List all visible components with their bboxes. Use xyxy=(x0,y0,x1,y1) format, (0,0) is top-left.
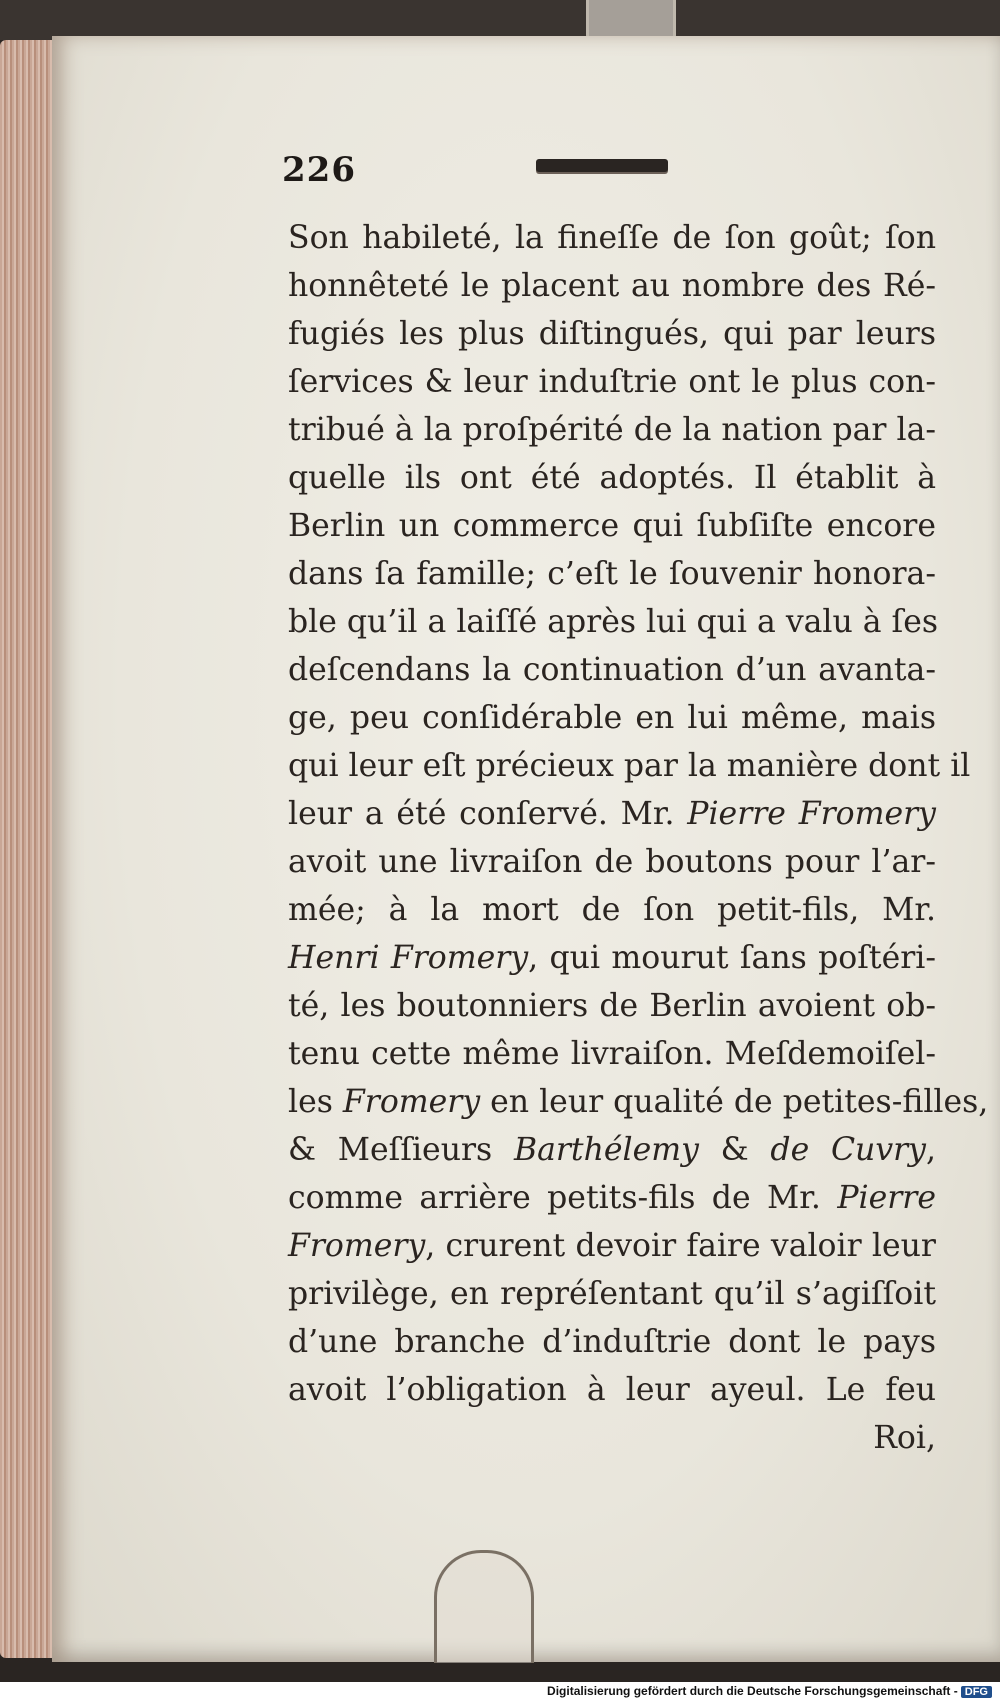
footer-credit xyxy=(547,1684,992,1698)
text-line xyxy=(288,934,936,982)
text-segment: , qui mourut ſans poſtéri- xyxy=(528,940,936,976)
italic-name: Pierre Fromery xyxy=(687,796,936,832)
text-line: dans ſa famille; c’eſt le ſouvenir honora- xyxy=(288,556,936,592)
text-line: té, les boutonniers de Berlin avoient ob- xyxy=(288,988,936,1024)
page-number: 226 xyxy=(282,150,356,190)
text-line: d’une branche d’induſtrie dont le pays xyxy=(288,1324,936,1360)
footer-credit-text: Digitalisierung gefördert durch die Deutsche Forschungsgemeinschaft - xyxy=(547,1684,958,1698)
text-segment: , xyxy=(925,1132,936,1168)
italic-name: de Cuvry xyxy=(770,1132,926,1168)
text-line: mée; à la mort de ſon petit-fils, Mr. xyxy=(288,892,936,928)
text-line: privilège, en repréſentant qu’il s’agiſſoit xyxy=(288,1276,936,1312)
catchword: Roi, xyxy=(873,1420,936,1456)
text-line: tribué à la proſpérité de la nation par la- xyxy=(288,412,936,448)
text-segment: en leur qualité de petites-filles, xyxy=(480,1084,989,1120)
page-header xyxy=(282,150,932,194)
text-segment: & Meſſieurs xyxy=(288,1132,514,1168)
text-line xyxy=(288,1174,936,1222)
body-text xyxy=(288,214,989,1462)
header-ornament-rule xyxy=(536,159,668,172)
text-line: qui leur eſt précieux par la manière dont il xyxy=(288,748,971,784)
text-line: honnêteté le placent au nombre des Ré- xyxy=(288,268,936,304)
text-line: ble qu’il a laiſſé après lui qui a valu à ſes xyxy=(288,604,939,640)
text-line: quelle ils ont été adoptés. Il établit à xyxy=(288,460,936,496)
text-line: ge, peu conſidérable en lui même, mais xyxy=(288,700,936,736)
text-line: avoit une livraiſon de boutons pour l’ar- xyxy=(288,844,936,880)
binding-clip-bottom xyxy=(434,1550,534,1663)
text-line: tenu cette même livraiſon. Meſdemoiſel- xyxy=(288,1036,936,1072)
text-segment: leur a été conſervé. Mr. xyxy=(288,796,688,832)
text-line: fugiés les plus diſtingués, qui par leurs xyxy=(288,316,936,352)
text-line: Son habileté, la fineſſe de ſon goût; ſon xyxy=(288,220,936,256)
text-line: Berlin un commerce qui ſubſiſte encore xyxy=(288,508,936,544)
italic-name: Pierre xyxy=(837,1180,936,1216)
text-segment: comme arrière petits-fils de Mr. xyxy=(288,1180,838,1216)
italic-name: Barthélemy xyxy=(513,1132,699,1168)
text-segment: , crurent devoir faire valoir leur xyxy=(425,1228,936,1264)
text-line xyxy=(288,790,936,838)
text-line: deſcendans la continuation d’un avanta- xyxy=(288,652,936,688)
italic-name: Fromery xyxy=(288,1228,426,1264)
dfg-logo: DFG xyxy=(961,1686,992,1698)
text-line: avoit l’obligation à leur ayeul. Le feu xyxy=(288,1372,936,1408)
text-line xyxy=(288,1078,989,1126)
italic-name: Fromery xyxy=(342,1084,481,1120)
text-segment: & xyxy=(698,1132,771,1168)
text-line xyxy=(288,1126,936,1174)
text-segment: les xyxy=(288,1084,343,1120)
text-line: ſervices & leur induſtrie ont le plus con- xyxy=(288,364,936,400)
text-line xyxy=(288,1222,936,1270)
italic-name: Henri Fromery xyxy=(288,940,529,976)
footer-bar xyxy=(0,1682,1000,1702)
